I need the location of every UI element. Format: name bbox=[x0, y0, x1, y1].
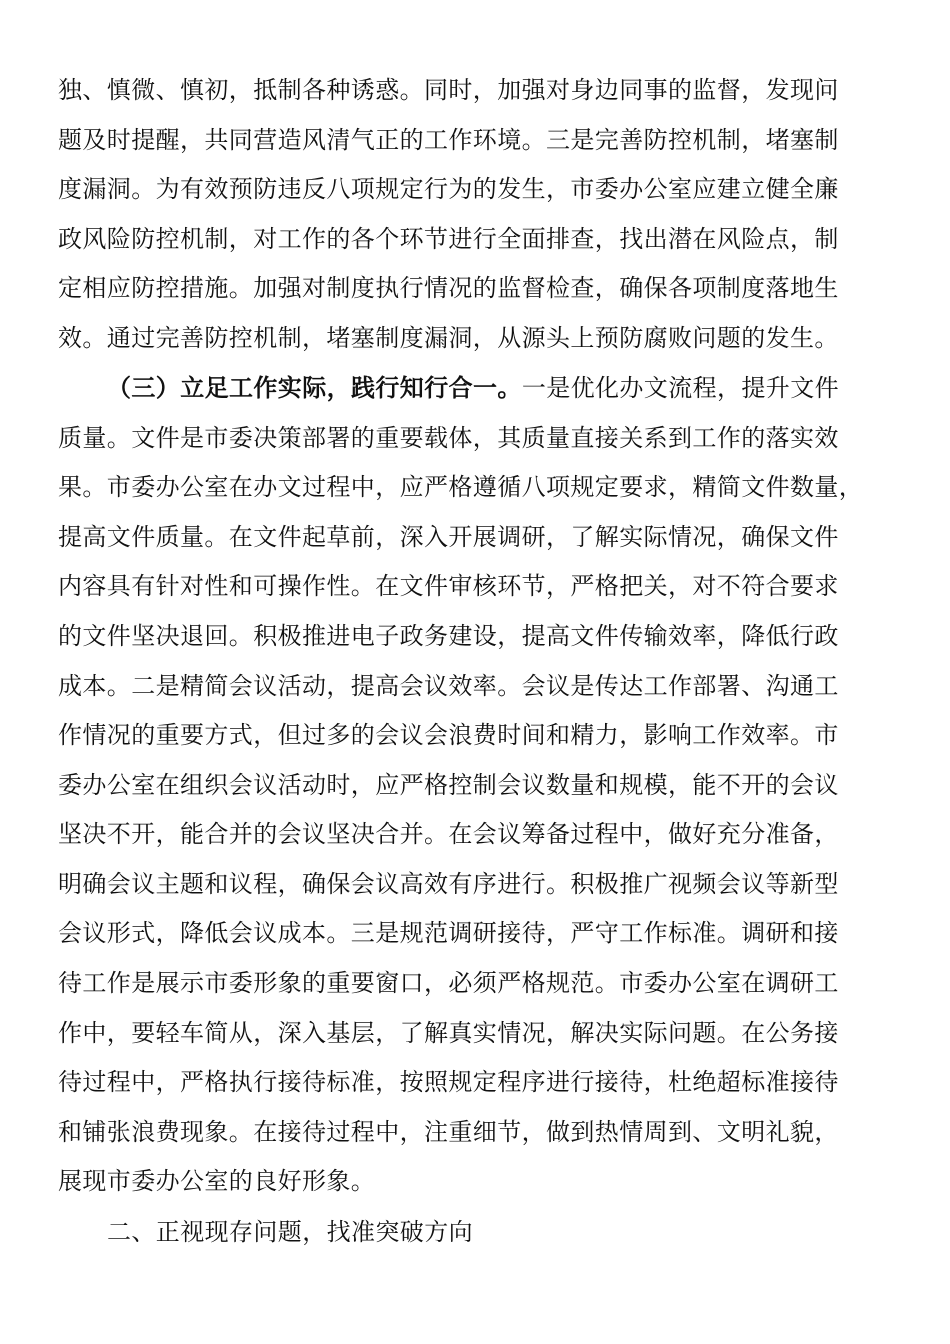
paragraph-line: 待工作是展示市委形象的重要窗口，必须严格规范。市委办公室在调研工 bbox=[58, 969, 839, 997]
paragraph-line: 题及时提醒，共同营造风清气正的工作环境。三是完善防控机制，堵塞制 bbox=[58, 126, 839, 154]
paragraph-line: 会议形式，降低会议成本。三是规范调研接待，严守工作标准。调研和接 bbox=[58, 919, 839, 947]
paragraph-line: 提高文件质量。在文件起草前，深入开展调研，了解实际情况，确保文件 bbox=[58, 523, 839, 551]
paragraph-line: 坚决不开，能合并的会议坚决合并。在会议筹备过程中，做好充分准备， bbox=[58, 820, 839, 848]
paragraph-line: 独、慎微、慎初，抵制各种诱惑。同时，加强对身边同事的监督，发现问 bbox=[58, 76, 839, 104]
paragraph-line: 政风险防控机制，对工作的各个环节进行全面排查，找出潜在风险点，制 bbox=[58, 225, 839, 253]
paragraph-line: 作情况的重要方式，但过多的会议会浪费时间和精力，影响工作效率。市 bbox=[58, 721, 839, 749]
paragraph-line: 果。市委办公室在办文过程中，应严格遵循八项规定要求，精简文件数量， bbox=[58, 473, 864, 501]
section-three-first-line-text: 一是优化办文流程，提升文件 bbox=[521, 374, 840, 402]
paragraph-line: 效。通过完善防控机制，堵塞制度漏洞，从源头上预防腐败问题的发生。 bbox=[58, 324, 839, 352]
paragraph-line: 的文件坚决退回。积极推进电子政务建设，提高文件传输效率，降低行政 bbox=[58, 622, 839, 650]
paragraph-line: 明确会议主题和议程，确保会议高效有序进行。积极推广视频会议等新型 bbox=[58, 870, 839, 898]
paragraph-line: 作中，要轻车简从，深入基层，了解真实情况，解决实际问题。在公务接 bbox=[58, 1019, 839, 1047]
paragraph-line: 内容具有针对性和可操作性。在文件审核环节，严格把关，对不符合要求 bbox=[58, 572, 839, 600]
paragraph-line: 质量。文件是市委决策部署的重要载体，其质量直接关系到工作的落实效 bbox=[58, 424, 839, 452]
section-three-heading: （三）立足工作实际，践行知行合一。 bbox=[107, 373, 522, 402]
paragraph-line: 委办公室在组织会议活动时，应严格控制会议数量和规模，能不开的会议 bbox=[58, 771, 839, 799]
section-two-heading: 二、正视现存问题，找准突破方向 bbox=[107, 1218, 473, 1246]
paragraph-line: 待过程中，严格执行接待标准，按照规定程序进行接待，杜绝超标准接待 bbox=[58, 1068, 839, 1096]
paragraph-line: 度漏洞。为有效预防违反八项规定行为的发生，市委办公室应建立健全廉 bbox=[58, 175, 839, 203]
paragraph-line: 和铺张浪费现象。在接待过程中，注重细节，做到热情周到、文明礼貌， bbox=[58, 1118, 839, 1146]
paragraph-line: 定相应防控措施。加强对制度执行情况的监督检查，确保各项制度落地生 bbox=[58, 274, 839, 302]
paragraph-line: 展现市委办公室的良好形象。 bbox=[58, 1167, 376, 1195]
section-three-first-line bbox=[107, 373, 839, 403]
paragraph-line: 成本。二是精简会议活动，提高会议效率。会议是传达工作部署、沟通工 bbox=[58, 672, 839, 700]
